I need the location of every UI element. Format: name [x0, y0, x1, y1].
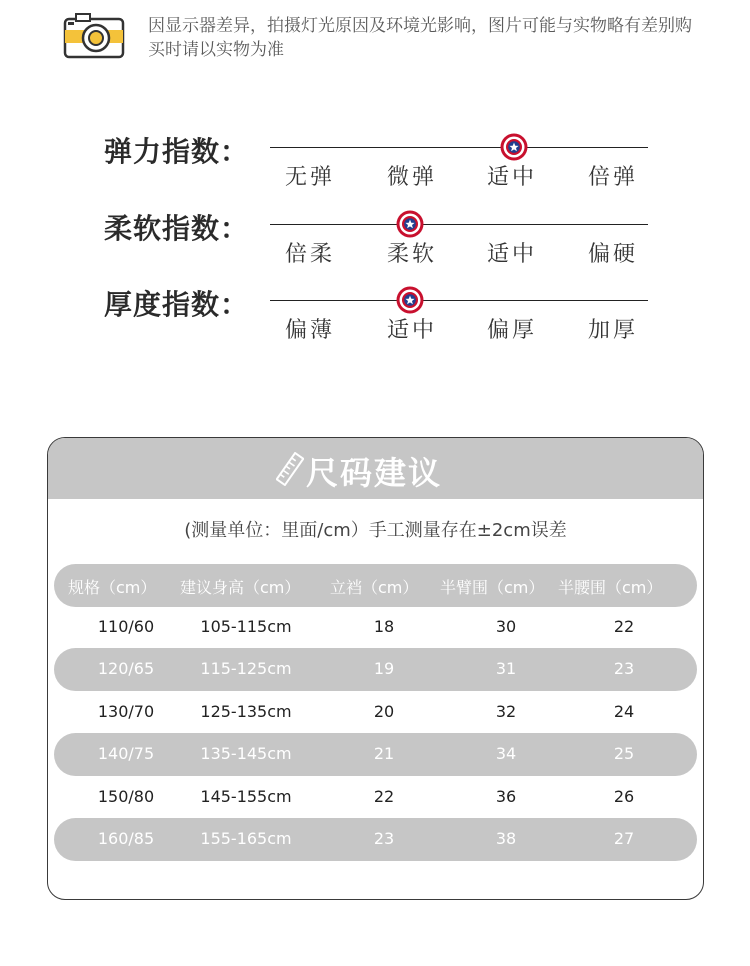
table-cell: 150/80 [97, 787, 155, 806]
index-option: 加厚 [587, 318, 638, 343]
column-header: 建议身高（cm） [180, 578, 301, 597]
table-cell: 34 [495, 744, 517, 763]
table-cell: 20 [373, 702, 395, 721]
table-cell: 19 [373, 659, 395, 678]
table-cell: 125-135cm [200, 702, 292, 721]
index-option: 偏硬 [587, 242, 638, 267]
index-scale-line [270, 224, 648, 225]
index-3 [0, 283, 750, 353]
column-header: 规格（cm） [68, 578, 157, 597]
table-cell: 26 [613, 787, 635, 806]
measurement-note: (测量单位：里面/cm）手工测量存在±2cm误差 [184, 520, 567, 541]
table-cell: 31 [495, 659, 517, 678]
ruler-icon [276, 452, 304, 486]
shield-marker-icon [500, 133, 528, 161]
table-cell: 32 [495, 702, 517, 721]
table-cell: 120/65 [97, 659, 155, 678]
table-cell: 115-125cm [200, 659, 292, 678]
table-cell: 18 [373, 617, 395, 636]
index-2 [0, 207, 750, 277]
column-header: 立裆（cm） [330, 578, 419, 597]
index-option: 适中 [386, 318, 437, 343]
table-row [54, 691, 697, 734]
table-cell: 23 [613, 659, 635, 678]
table-row [54, 733, 697, 776]
size-card-header [48, 438, 703, 499]
index-option: 倍弹 [587, 165, 638, 190]
table-cell: 130/70 [97, 702, 155, 721]
table-header-row [54, 564, 697, 607]
index-option: 微弹 [386, 165, 437, 190]
index-scale-line [270, 300, 648, 301]
index-label: 弹力指数： [104, 135, 250, 168]
table-cell: 135-145cm [200, 744, 292, 763]
shield-marker-icon [396, 210, 424, 238]
index-option: 适中 [486, 242, 537, 267]
table-cell: 22 [373, 787, 395, 806]
table-cell: 30 [495, 617, 517, 636]
index-label: 柔软指数： [104, 212, 250, 245]
table-cell: 21 [373, 744, 395, 763]
index-option: 柔软 [386, 242, 437, 267]
index-1 [0, 130, 750, 200]
table-cell: 38 [495, 829, 517, 848]
table-cell: 22 [613, 617, 635, 636]
table-cell: 24 [613, 702, 635, 721]
table-cell: 25 [613, 744, 635, 763]
table-cell: 23 [373, 829, 395, 848]
table-cell: 110/60 [97, 617, 155, 636]
table-cell: 105-115cm [200, 617, 292, 636]
size-suggestion-card [47, 437, 704, 900]
camera-icon [62, 12, 126, 60]
table-cell: 160/85 [97, 829, 155, 848]
table-cell: 140/75 [97, 744, 155, 763]
table-row [54, 818, 697, 861]
table-row [54, 776, 697, 819]
index-option: 适中 [486, 165, 537, 190]
index-option: 无弹 [284, 165, 335, 190]
notice-text: 因显示器差异，拍摄灯光原因及环境光影响，图片可能与实物略有差别购买时请以实物为准 [148, 16, 692, 60]
index-option: 倍柔 [284, 242, 335, 267]
table-cell: 145-155cm [200, 787, 292, 806]
size-card-title: 尺码建议 [306, 454, 443, 492]
table-row [54, 648, 697, 691]
shield-marker-icon [396, 286, 424, 314]
index-option: 偏薄 [284, 318, 335, 343]
table-cell: 27 [613, 829, 635, 848]
index-label: 厚度指数： [104, 288, 250, 321]
table-cell: 155-165cm [200, 829, 292, 848]
column-header: 半腰围（cm） [558, 578, 663, 597]
index-option: 偏厚 [486, 318, 537, 343]
display-notice [62, 10, 702, 66]
table-cell: 36 [495, 787, 517, 806]
index-scale-line [270, 147, 648, 148]
column-header: 半臂围（cm） [440, 578, 545, 597]
table-row [54, 606, 697, 649]
